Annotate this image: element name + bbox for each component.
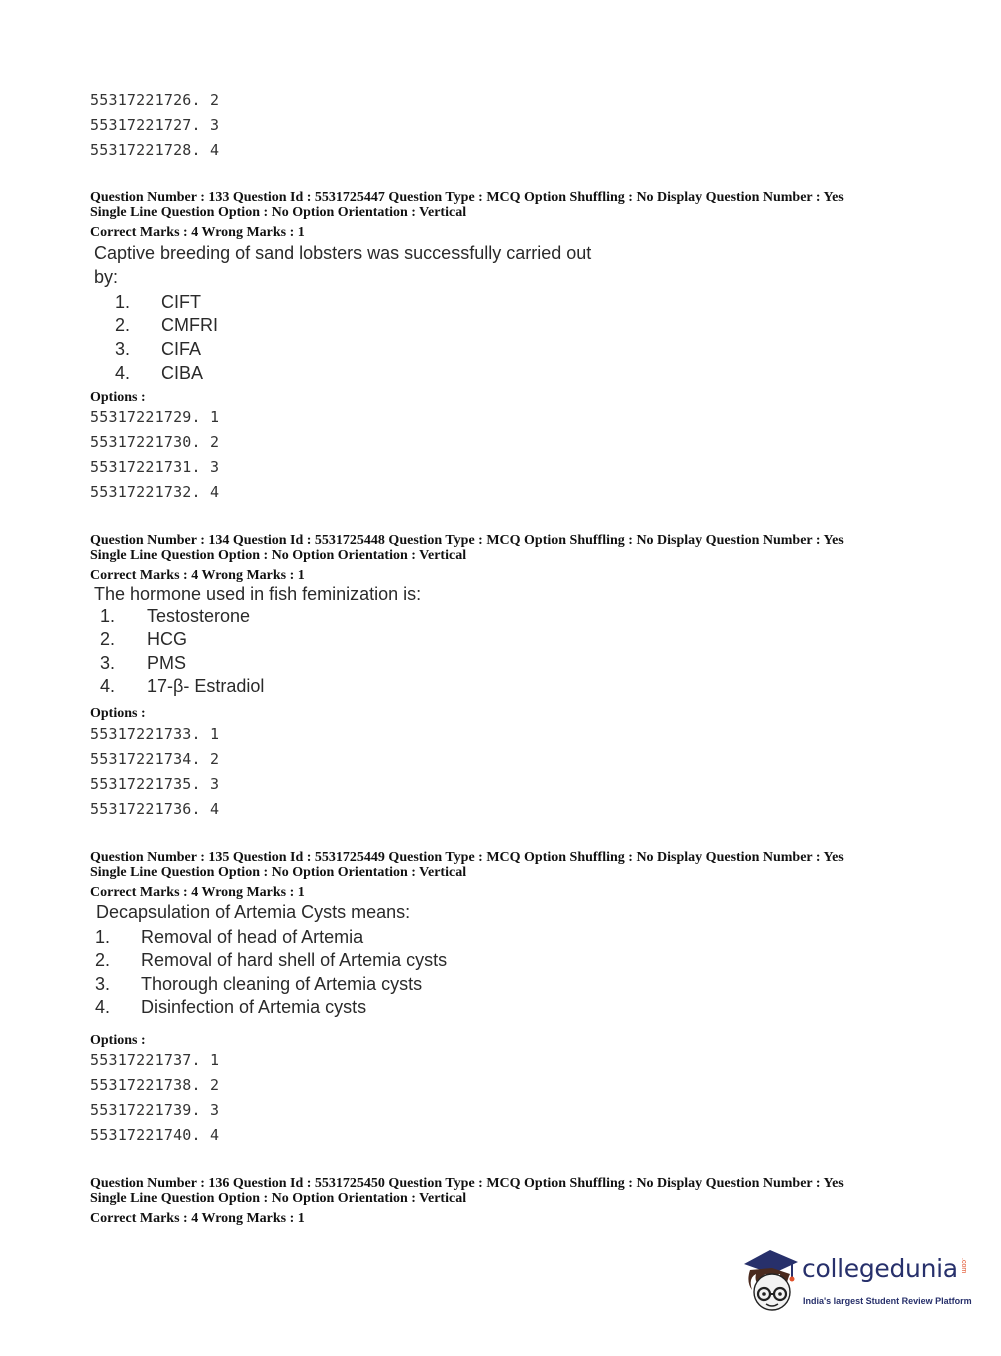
option-code: 55317221733. 1 [90,725,220,743]
choice-text: CIFA [161,339,202,359]
choice-number: 3. [95,974,111,994]
question-text: The hormone used in fish feminization is: [94,584,422,604]
choice-number: 4. [115,363,131,383]
choice-number: 1. [100,606,116,626]
choice-text: Testosterone [147,606,251,626]
question-meta: Question Number : 134 Question Id : 5531725448 Question Type : MCQ Option Shuffling : No Display Question Number : Yes [90,533,844,548]
collegedunia-logo [740,1248,970,1320]
choice-text: CIFT [161,292,201,312]
question-marks: Correct Marks : 4 Wrong Marks : 1 [90,1211,305,1226]
logo-tagline: India's largest Student Review Platform [803,1296,972,1306]
option-code: 55317221727. 3 [90,116,220,134]
choice-number: 1. [115,292,131,312]
choice-text: CMFRI [161,315,218,335]
choice-number: 2. [115,315,131,335]
option-code: 55317221737. 1 [90,1051,220,1069]
question-text: Decapsulation of Artemia Cysts means: [96,902,411,922]
mascot-icon [740,1248,804,1320]
option-code: 55317221728. 4 [90,141,220,159]
question-marks: Correct Marks : 4 Wrong Marks : 1 [90,225,305,240]
option-code: 55317221731. 3 [90,458,220,476]
question-meta-line2: Single Line Question Option : No Option Orientation : Vertical [90,205,467,220]
option-code: 55317221729. 1 [90,408,220,426]
option-code: 55317221735. 3 [90,775,220,793]
option-code: 55317221736. 4 [90,800,220,818]
question-text: Captive breeding of sand lobsters was successfully carried out [94,243,592,263]
choice-number: 2. [100,629,116,649]
option-code: 55317221726. 2 [90,91,220,109]
choice-text: Thorough cleaning of Artemia cysts [141,974,423,994]
choice-text: Removal of head of Artemia [141,927,364,947]
question-text-cont: by: [94,267,119,287]
choice-number: 4. [95,997,111,1017]
choice-text: 17-β- Estradiol [147,676,265,696]
option-code: 55317221738. 2 [90,1076,220,1094]
question-meta-line2: Single Line Question Option : No Option Orientation : Vertical [90,1191,467,1206]
option-code: 55317221739. 3 [90,1101,220,1119]
choice-text: CIBA [161,363,204,383]
option-code: 55317221734. 2 [90,750,220,768]
question-meta-line2: Single Line Question Option : No Option Orientation : Vertical [90,548,467,563]
option-code: 55317221730. 2 [90,433,220,451]
option-code: 55317221732. 4 [90,483,220,501]
options-label: Options : [90,390,146,405]
options-label: Options : [90,706,146,721]
options-label: Options : [90,1033,146,1048]
option-code: 55317221740. 4 [90,1126,220,1144]
question-meta-line2: Single Line Question Option : No Option Orientation : Vertical [90,865,467,880]
choice-text: HCG [147,629,187,649]
question-marks: Correct Marks : 4 Wrong Marks : 1 [90,568,305,583]
choice-number: 2. [95,950,111,970]
choice-number: 1. [95,927,111,947]
choice-text: Removal of hard shell of Artemia cysts [141,950,448,970]
choice-number: 3. [100,653,116,673]
question-meta: Question Number : 135 Question Id : 5531725449 Question Type : MCQ Option Shuffling : No Display Question Number : Yes [90,850,844,865]
logo-wordmark: collegedunia [802,1254,958,1283]
question-meta: Question Number : 136 Question Id : 5531725450 Question Type : MCQ Option Shuffling : No Display Question Number : Yes [90,1176,844,1191]
choice-text: PMS [147,653,187,673]
choice-number: 3. [115,339,131,359]
question-meta: Question Number : 133 Question Id : 5531725447 Question Type : MCQ Option Shuffling : No Display Question Number : Yes [90,190,844,205]
logo-domain: .com [960,1258,967,1274]
question-marks: Correct Marks : 4 Wrong Marks : 1 [90,885,305,900]
choice-text: Disinfection of Artemia cysts [141,997,367,1017]
choice-number: 4. [100,676,116,696]
